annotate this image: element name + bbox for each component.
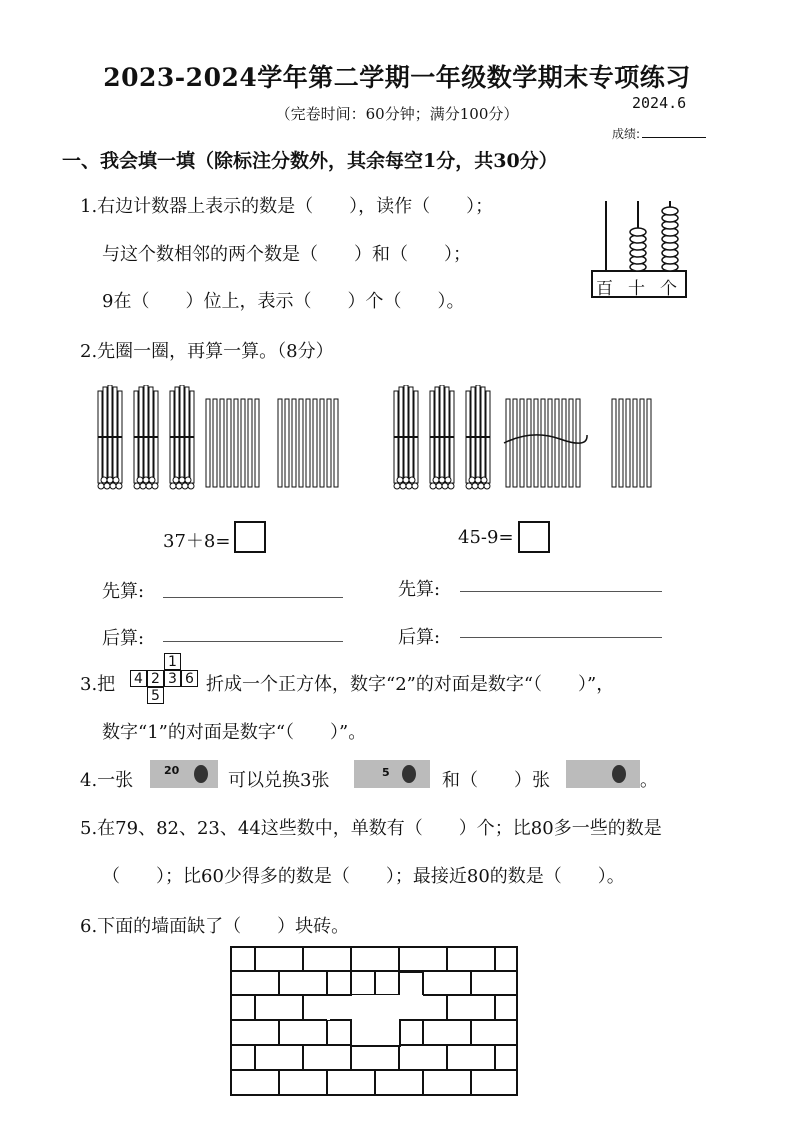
q2-then-label-right: 后算: — [398, 627, 441, 648]
sticks-illustration — [92, 385, 672, 497]
q3-line1: 折成一个正方体，数字“2”的对面是数字“（ ）”， — [206, 674, 615, 695]
score-label: 成绩: — [612, 127, 641, 141]
q5-line2: （ ）；比60少得多的数是（ ）；最接近80的数是（ ）。 — [102, 866, 625, 887]
q2-equation-2: 45-9= — [458, 527, 514, 548]
q2-then-label-left: 后算: — [102, 628, 145, 649]
q3-prefix: 3.把 — [80, 674, 116, 695]
q2-then-blank-left[interactable] — [163, 641, 343, 642]
q4-middle: 可以兑换3张 — [228, 770, 330, 791]
cube-net-cell: 6 — [181, 670, 198, 687]
q2-first-label-right: 先算: — [398, 579, 441, 600]
score-blank[interactable] — [642, 137, 706, 138]
q2-first-blank-left[interactable] — [163, 597, 343, 598]
banknote-20-image — [150, 760, 218, 788]
q1-line1: 1.右边计数器上表示的数是（ ），读作（ ）； — [80, 196, 494, 217]
q2-equation-1: 37＋8= — [163, 531, 231, 552]
portrait-icon — [402, 765, 416, 783]
q2-first-blank-right[interactable] — [460, 591, 662, 592]
q1-line3: 9在（ ）位上，表示（ ）个（ ）。 — [102, 291, 465, 312]
q2-then-blank-right[interactable] — [460, 637, 662, 638]
q3-line2: 数字“1”的对面是数字“（ ）”。 — [102, 722, 367, 743]
q2-first-label-left: 先算: — [102, 581, 145, 602]
cube-net — [130, 653, 202, 707]
exam-date: 2024.6 — [632, 94, 687, 112]
q5-line1: 5.在79、82、23、44这些数中，单数有（ ）个；比80多一些的数是 — [80, 818, 662, 839]
banknote-5-image — [354, 760, 430, 788]
exam-info: （完卷时间：60分钟；满分100分） — [275, 105, 519, 123]
abacus-label-hundreds: 百 — [596, 279, 613, 299]
q4-prefix: 4.一张 — [80, 770, 134, 791]
cube-net-cell: 2 — [147, 670, 164, 687]
portrait-icon — [612, 765, 626, 783]
score-field[interactable] — [612, 125, 706, 142]
cube-net-cell: 4 — [130, 670, 147, 687]
q1-line2: 与这个数相邻的两个数是（ ）和（ ）； — [102, 244, 471, 265]
cube-net-cell: 5 — [147, 687, 164, 704]
page-title: 2023-2024学年第二学期一年级数学期末专项练习 — [103, 63, 691, 92]
q2-instruction: 2.先圈一圈，再算一算。（8分） — [80, 341, 334, 362]
q6-line: 6.下面的墙面缺了（ ）块砖。 — [80, 916, 350, 937]
abacus-label-tens: 十 — [628, 279, 645, 299]
q4-end: 。 — [640, 770, 658, 791]
cube-net-cell: 1 — [164, 653, 181, 670]
cube-net-cell: 3 — [164, 670, 181, 687]
q2-answer-box-1[interactable] — [234, 521, 266, 553]
portrait-icon — [194, 765, 208, 783]
banknote-20-value: 20 — [164, 764, 180, 777]
q4-and: 和（ ）张 — [442, 770, 550, 791]
brick-wall-figure — [230, 946, 520, 1098]
q2-answer-box-2[interactable] — [518, 521, 550, 553]
abacus-label-ones: 个 — [660, 279, 677, 299]
section-heading: 一、我会填一填（除标注分数外，其余每空1分，共30分） — [62, 150, 558, 172]
banknote-1-image — [566, 760, 640, 788]
banknote-5-value: 5 — [382, 766, 390, 779]
